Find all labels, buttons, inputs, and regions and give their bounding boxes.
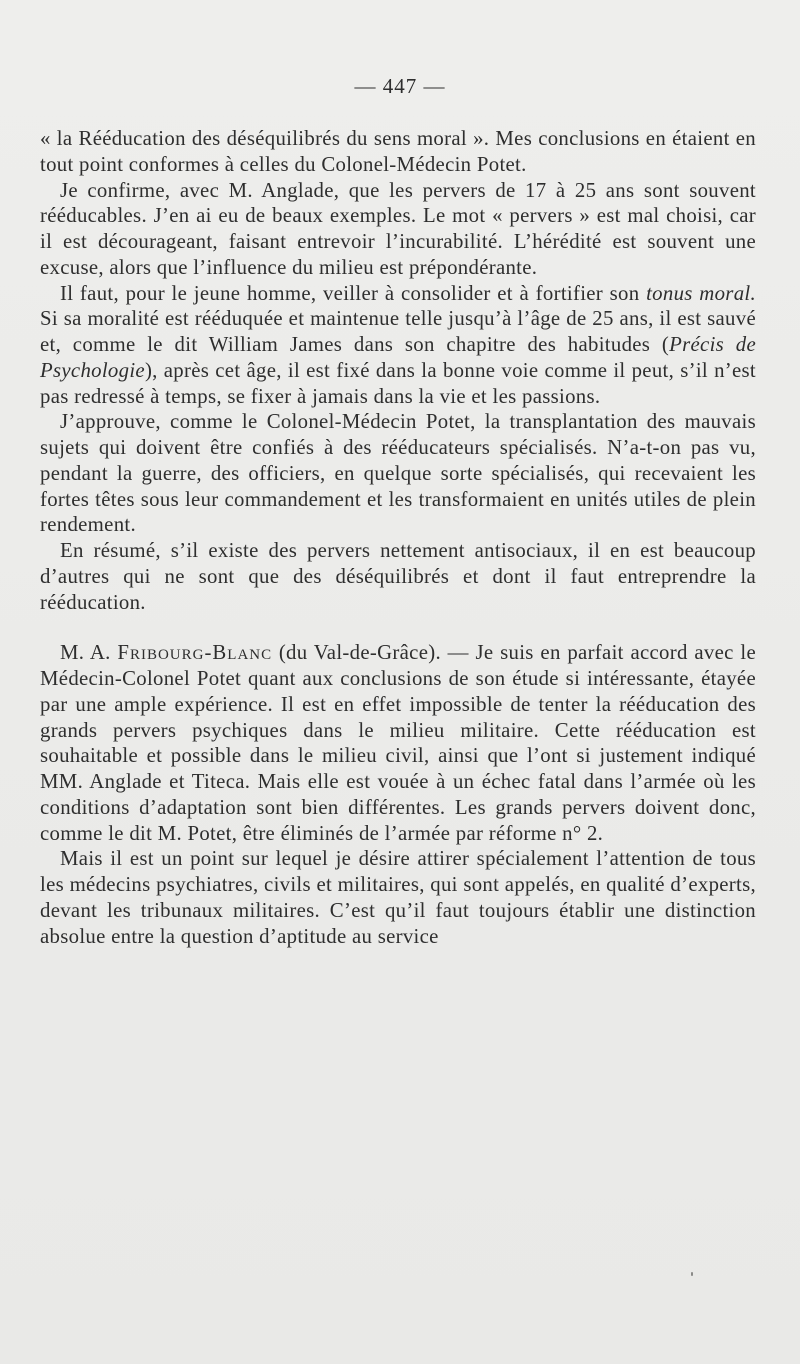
paragraph-3-text-b: Si sa moralité est rééduquée et maintenue telle jusqu’à l’âge de 25 ans, il est sauvé et, comme le dit William James dans son chapitre des habitudes ( [40,307,756,356]
italic-book-title: Précis de Psychologie [40,333,756,382]
paragraph-5: En résumé, s’il existe des pervers nettement antisociaux, il en est beaucoup d’autres qui ne sont que des déséquilibrés et dont il faut entreprendre la rééducation. [40,539,756,614]
paragraph-6-text: (du Val-de-Grâce). — Je suis en parfait accord avec le Médecin-Colonel Potet quant aux conclusions de son étude si intéressante, étayée par une ample expérience. Il est en effet impossible de tenter la rééducation des grands pervers psychiques dans le milieu militaire. Cette rééducation est souhaitable et possible dans le milieu civil, ainsi que l’ont si justement indiqué MM. Anglade et Titeca. Mais elle est vouée à un échec fatal dans l’armée où les conditions d’adaptation sont bien différentes. Les grands pervers doivent donc, comme le dit M. Potet, être éliminés de l’armée par réforme n° 2. [40,641,756,845]
section-gap [40,615,756,640]
paragraph-1: « la Rééducation des déséquilibrés du sens moral ». Mes conclusions en étaient en tout point conformes à celles du Colonel-Médecin Potet. [40,127,756,176]
paragraph-6 [40,640,756,846]
paragraph-4: J’approuve, comme le Colonel-Médecin Potet, la transplantation des mauvais sujets qui doivent être confiés à des rééducateurs spécialisés. N’a-t-on pas vu, pendant la guerre, des officiers, en quelque sorte spécialisés, qui recevaient les fortes têtes sous leur commandement et les transformaient en unités utiles de plein rendement. [40,410,756,537]
paragraph-2: Je confirme, avec M. Anglade, que les pervers de 17 à 25 ans sont souvent rééducables. J’en ai eu de beaux exemples. Le mot « pervers » est mal choisi, car il est décourageant, faisant entrevoir l’incurabilité. L’hérédité est souvent une excuse, alors que l’influence du milieu est prépondérante. [40,178,756,279]
page-number: — 447 — [354,74,446,98]
paragraph-7: Mais il est un point sur lequel je désire attirer spécialement l’attention de tous les médecins psychiatres, civils et militaires, qui sont appelés, en qualité d’experts, devant les tribunaux militaires. C’est qu’il faut toujours établir une distinction absolue entre la question d’aptitude au service [40,847,756,948]
italic-tonus-moral: tonus moral. [646,281,756,305]
speaker-prefix: M. A. [60,641,118,665]
speaker-name: Fribourg-Blanc [117,641,273,665]
body-text [40,126,756,949]
paragraph-3-text-c: ), après cet âge, il est fixé dans la bonne voie comme il peut, s’il n’est pas redressé à temps, se fixer à jamais dans la vie et les passions. [40,358,756,408]
paragraph-3 [40,281,756,410]
paper-speck [691,1272,693,1276]
paragraph-3-text-a: Il faut, pour le jeune homme, veiller à consolider et à fortifier son [60,281,647,305]
